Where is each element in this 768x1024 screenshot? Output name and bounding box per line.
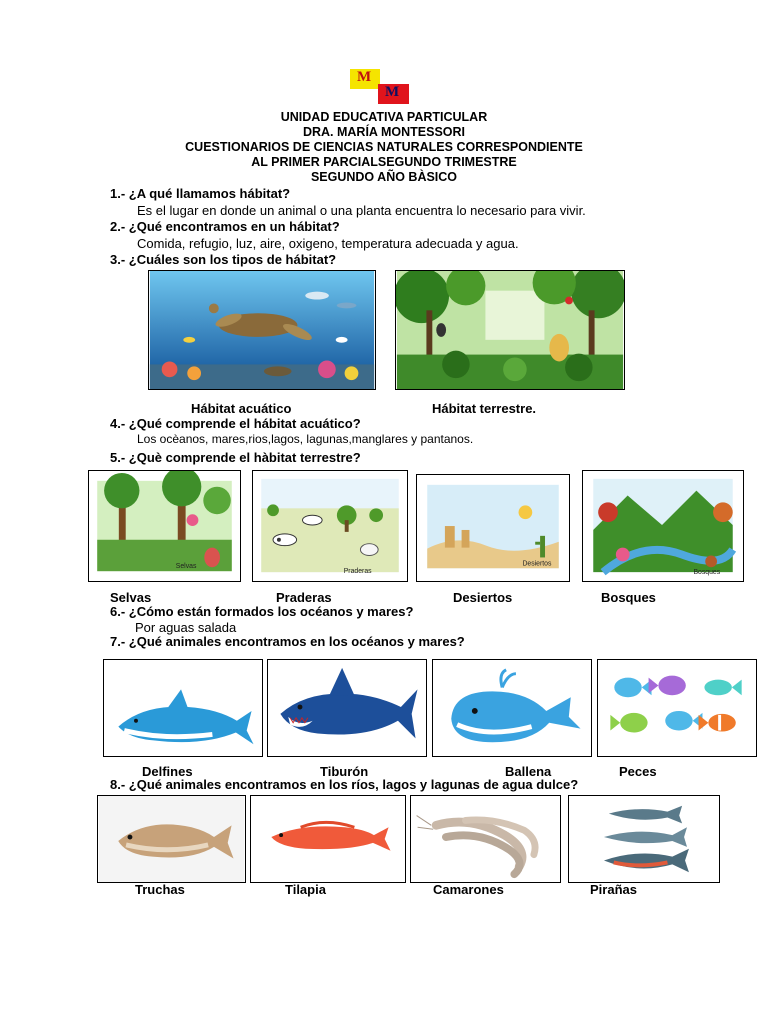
desert-image-label: Desiertos [522,560,552,568]
shark-image [267,659,427,757]
aquatic-habitat-image [148,270,376,390]
jungle-image-label: Selvas [175,563,197,571]
caption-ballena: Ballena [505,764,552,779]
fishes-image [597,659,757,757]
caption-peces: Peces [619,764,657,779]
answer-1: Es el lugar en donde un animal o una planta encuentra lo necesario para vivir. [137,203,586,218]
header-term: AL PRIMER PARCIALSEGUNDO TRIMESTRE [251,155,517,169]
grassland-image-label: Praderas [343,568,372,576]
answer-4: Los ocèanos, mares,rios,lagos, lagunas,manglares y pantanos. [137,432,474,446]
question-6: 6.- ¿Cómo están formados los océanos y mares? [110,604,414,619]
answer-6: Por aguas salada [135,620,237,635]
caption-bosques: Bosques [601,590,656,605]
grassland-image [252,470,408,582]
caption-selvas: Selvas [110,590,152,605]
header-grade: SEGUNDO AÑO BÀSICO [310,170,458,184]
question-5: 5.- ¿Què comprende el hàbitat terrestre? [110,450,361,465]
piranha-image [568,795,720,883]
header-title: CUESTIONARIOS DE CIENCIAS NATURALES CORRESPONDIENTE [185,140,583,154]
caption-praderas: Praderas [276,590,332,605]
question-3: 3.- ¿Cuáles son los tipos de hábitat? [110,252,337,267]
school-logo [350,69,412,105]
shrimp-image [410,795,561,883]
caption-desiertos: Desiertos [453,590,513,605]
caption-aquatic: Hábitat acuático [191,401,292,416]
logo-letter-1: M [357,69,372,85]
jungle-image [88,470,241,582]
caption-delfines: Delfines [142,764,193,779]
terrestrial-habitat-image [395,270,625,390]
tilapia-image [250,795,406,883]
header-school-type: UNIDAD EDUCATIVA PARTICULAR [280,110,488,124]
caption-piranas: Pirañas [590,882,637,897]
caption-terrestrial: Hábitat terrestre. [432,401,537,416]
forest-image [582,470,744,582]
question-8: 8.- ¿Qué animales encontramos en los ríos, lagos y lagunas de agua dulce? [110,777,579,792]
caption-camarones: Camarones [433,882,504,897]
desert-image [416,474,570,582]
header-school-name: DRA. MARÍA MONTESSORI [302,125,466,139]
dolphin-image [103,659,263,757]
question-7: 7.- ¿Qué animales encontramos en los océanos y mares? [110,634,465,649]
caption-tiburon: Tiburón [320,764,369,779]
question-1: 1.- ¿A qué llamamos hábitat? [110,186,291,201]
question-2: 2.- ¿Qué encontramos en un hábitat? [110,219,340,234]
whale-image [432,659,592,757]
caption-tilapia: Tilapia [285,882,326,897]
answer-2: Comida, refugio, luz, aire, oxigeno, temperatura adecuada y agua. [137,236,519,251]
question-4: 4.- ¿Qué comprende el hábitat acuático? [110,416,361,431]
trout-image [97,795,246,883]
logo-letter-2: M [385,84,400,100]
caption-truchas: Truchas [135,882,185,897]
forest-image-label: Bosques [693,569,721,577]
